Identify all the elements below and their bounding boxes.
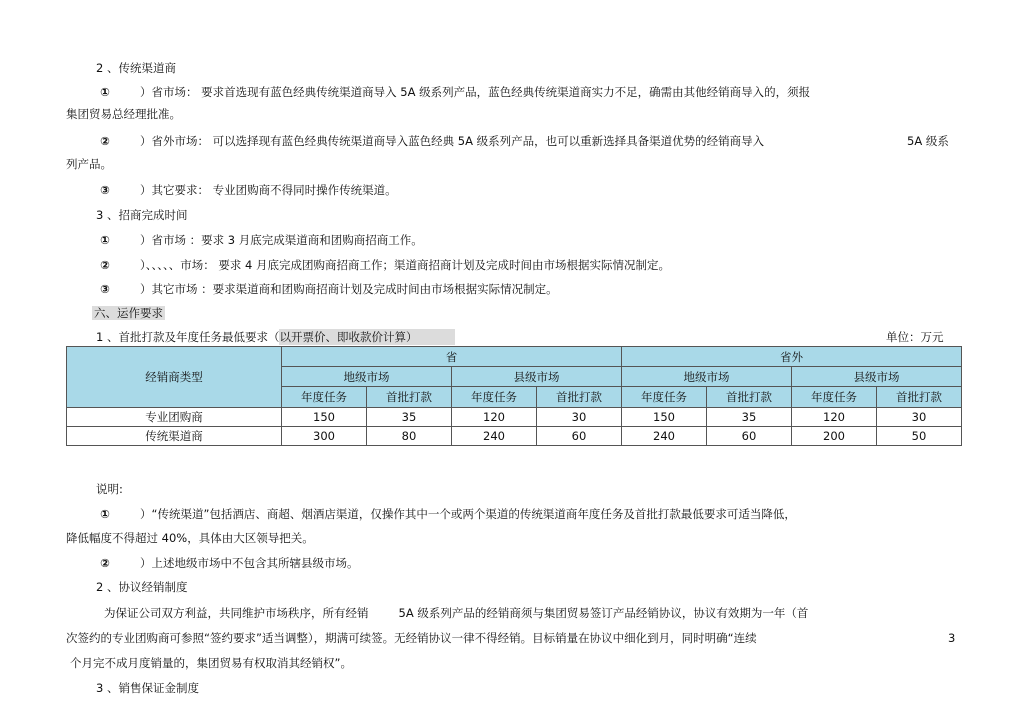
dealer-type-header: 经销商类型 — [67, 347, 282, 408]
notes-title: 说明: — [96, 482, 123, 496]
annual-task-header: 年度任务 — [452, 387, 537, 408]
table-row — [67, 408, 962, 427]
outside-province-header: 省外 — [622, 347, 962, 367]
annual-task-header: 年度任务 — [792, 387, 877, 408]
table-row — [67, 427, 962, 446]
circle-number-2-icon: ② — [100, 556, 110, 570]
first-payment-header: 首批打款 — [707, 387, 792, 408]
first-payment-header: 首批打款 — [537, 387, 622, 408]
agreement-line1: 为保证公司双方利益，共同维护市场秩序，所有经销 5A 级系列产品的经销商须与集团贸易签订产品经销协议，协议有效期为一年（首 — [104, 606, 809, 620]
note-1-line1: ① ）“传统渠道”包括酒店、商超、烟酒店渠道，仅操作其中一个或两个渠道的传统渠道商年度任务及首批打款最低要求可适当降低， — [96, 506, 796, 522]
agreement-line2: 次签约的专业团购商可参照“签约要求”适当调整），期满可续签。无经销协议一律不得经销。目标销量在协议中细化到月，同时明确“连续 — [66, 631, 757, 645]
value-cell: 50 — [877, 427, 962, 446]
value-cell: 240 — [452, 427, 537, 446]
requirements-table — [66, 346, 962, 446]
note-2: ② ）上述地级市场中不包含其所辖县级市场。 — [96, 555, 359, 571]
timeline-market: ② ）、、、、、市场： 要求 4 月底完成团购商招商工作；渠道商招商计划及完成时间由市场根据实际情况制定。 — [96, 257, 670, 273]
circle-number-2-icon: ② — [100, 258, 110, 272]
value-cell: 35 — [367, 408, 452, 427]
paragraph-other-requirements — [96, 182, 397, 198]
county-market-header: 县级市场 — [792, 367, 962, 387]
value-cell: 30 — [877, 408, 962, 427]
other-requirements-text: ）其它要求： 专业团购商不得同时操作传统渠道。 — [140, 183, 397, 197]
note-1-line2: 降低幅度不得超过 40%，具体由大区领导把关。 — [66, 531, 314, 545]
in-province-text: ）省市场： 要求首选现有蓝色经典传统渠道商导入 5A 级系列产品，蓝色经典传统渠道商实力不足，确需由其他经销商导入的，须报 — [140, 85, 811, 99]
agreement-line3: 个月完不成月度销量的，集团贸易有权取消其经销权”。 — [70, 656, 352, 670]
agreement-title: 2 、协议经销制度 — [96, 580, 188, 594]
annual-task-header: 年度任务 — [622, 387, 707, 408]
value-cell: 60 — [537, 427, 622, 446]
paragraph-out-province-line2: 列产品。 — [66, 157, 112, 171]
agreement-line2-tail: 3 — [948, 631, 956, 645]
timeline-in-province: ① ）省市场 ：要求 3 月底完成渠道商和团购商招商工作。 — [96, 232, 423, 248]
paragraph-in-province-line2: 集团贸易总经理批准。 — [66, 107, 181, 121]
circle-number-2-icon: ② — [100, 134, 110, 148]
circle-number-3-icon: ③ — [100, 282, 110, 296]
dealer-type-cell: 传统渠道商 — [67, 427, 282, 446]
dealer-type-cell: 专业团购商 — [67, 408, 282, 427]
value-cell: 30 — [537, 408, 622, 427]
section-6-title: 六、运作要求 — [94, 306, 163, 320]
out-province-tail: 5A 级系 — [907, 134, 949, 148]
circle-number-1-icon: ① — [100, 507, 110, 521]
circle-number-3-icon: ③ — [100, 183, 110, 197]
value-cell: 120 — [792, 408, 877, 427]
value-cell: 150 — [622, 408, 707, 427]
value-cell: 240 — [622, 427, 707, 446]
value-cell: 150 — [282, 408, 367, 427]
out-province-text: ）省外市场： 可以选择现有蓝色经典传统渠道商导入蓝色经典 5A 级系列产品，也可以重新选择具备渠道优势的经销商导入 — [140, 134, 765, 148]
section-2-title: 2 、传统渠道商 — [96, 61, 176, 75]
province-header: 省 — [282, 347, 622, 367]
unit-label: 单位：万元 — [886, 330, 944, 344]
prefecture-market-header: 地级市场 — [622, 367, 792, 387]
prefecture-market-header: 地级市场 — [282, 367, 452, 387]
paragraph-in-province-line1 — [96, 84, 810, 100]
circle-number-1-icon: ① — [100, 233, 110, 247]
value-cell: 300 — [282, 427, 367, 446]
county-market-header: 县级市场 — [452, 367, 622, 387]
first-payment-header: 首批打款 — [877, 387, 962, 408]
value-cell: 120 — [452, 408, 537, 427]
table-header-row-1 — [67, 347, 962, 367]
value-cell: 35 — [707, 408, 792, 427]
timeline-other-markets: ③ ）其它市场 ：要求渠道商和团购商招商计划及完成时间由市场根据实际情况制定。 — [96, 281, 558, 297]
annual-task-header: 年度任务 — [282, 387, 367, 408]
value-cell: 60 — [707, 427, 792, 446]
table-caption: 1 、首批打款及年度任务最低要求（以开票价、即收款价计算） — [96, 329, 455, 345]
section-3-title: 3 、招商完成时间 — [96, 208, 188, 222]
first-payment-header: 首批打款 — [367, 387, 452, 408]
paragraph-out-province-line1 — [96, 133, 764, 149]
deposit-title: 3 、销售保证金制度 — [96, 681, 199, 695]
value-cell: 80 — [367, 427, 452, 446]
circle-number-1-icon: ① — [100, 85, 110, 99]
value-cell: 200 — [792, 427, 877, 446]
